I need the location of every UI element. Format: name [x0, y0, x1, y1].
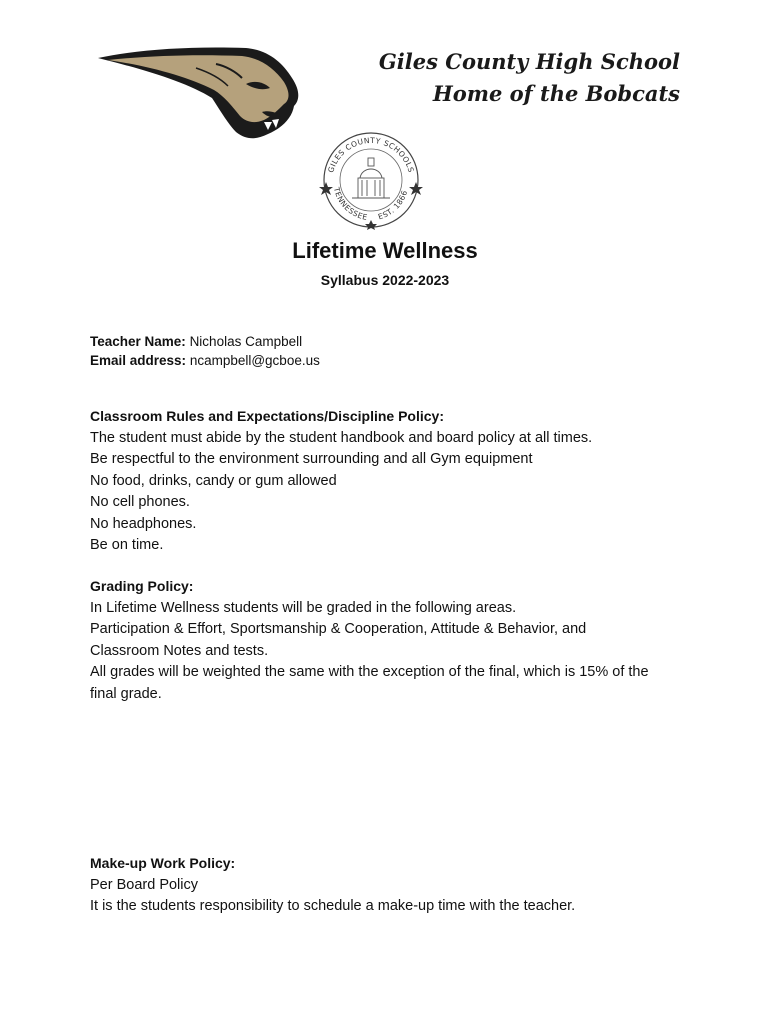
- rules-line: No cell phones.: [90, 494, 190, 510]
- courthouse-icon: [352, 158, 390, 198]
- grading-line: Classroom Notes and tests.: [90, 642, 269, 659]
- rules-line: No food, drinks, candy or gum allowed: [90, 472, 337, 489]
- rules-section: [90, 406, 690, 557]
- teacher-email-value: ncampbell@gcboe.us: [189, 353, 320, 368]
- seal-left-text: TENNESSEE: [331, 186, 369, 223]
- makeup-line: It is the students responsibility to schedule a make-up time with the teacher.: [90, 898, 576, 914]
- makeup-section: [90, 853, 690, 918]
- grading-line: In Lifetime Wellness students will be graded in the following areas.: [90, 599, 517, 616]
- rules-line: Be respectful to the environment surrounding and all Gym equipment: [90, 451, 533, 467]
- svg-text:GILES COUNTY SCHOOLS: [326, 136, 416, 174]
- rules-line: No headphones.: [90, 515, 197, 532]
- grading-section: [90, 576, 690, 705]
- teacher-name-label: Teacher Name:: [90, 334, 186, 349]
- page-subtitle: Syllabus 2022-2023: [320, 272, 450, 288]
- teacher-name-value: Nicholas Campbell: [189, 334, 303, 349]
- rules-heading: Classroom Rules and Expectations/Discipline Policy:: [90, 408, 444, 424]
- page-title: Lifetime Wellness: [292, 238, 478, 263]
- seal-top-text: GILES COUNTY SCHOOLS: [326, 135, 416, 174]
- school-name: Giles County High School: [378, 49, 680, 74]
- svg-text:TENNESSEE: [332, 185, 369, 222]
- teacher-info: [90, 332, 690, 370]
- rules-line: The student must abide by the student handbook and board policy at all times.: [90, 429, 593, 446]
- svg-text:EST. 1866: [377, 189, 409, 221]
- teacher-name-row: [90, 332, 690, 351]
- school-motto: Home of the Bobcats: [432, 81, 680, 106]
- bobcat-logo: [96, 44, 302, 144]
- teacher-email-row: [90, 351, 690, 370]
- makeup-heading: Make-up Work Policy:: [90, 855, 236, 871]
- rules-line: Be on time.: [90, 537, 164, 553]
- grading-line: final grade.: [90, 685, 162, 702]
- seal-right-text: EST. 1866: [376, 188, 410, 222]
- grading-line: Participation & Effort, Sportsmanship & Cooperation, Attitude & Behavior, and: [90, 621, 587, 637]
- school-seal: [312, 130, 430, 230]
- teacher-email-label: Email address:: [90, 353, 187, 368]
- grading-heading: Grading Policy:: [90, 578, 194, 594]
- makeup-line: Per Board Policy: [90, 876, 198, 893]
- school-name-block: [379, 46, 680, 110]
- grading-line: All grades will be weighted the same with the exception of the final, which is 15% of the: [90, 664, 649, 680]
